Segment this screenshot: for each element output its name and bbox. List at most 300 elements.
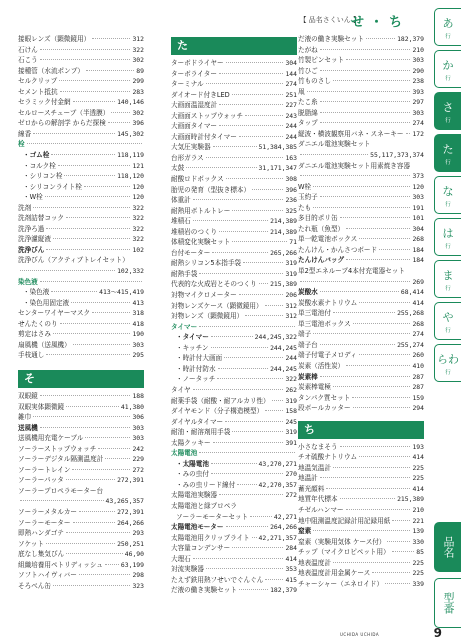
entry-name: 地温計 [298,474,318,483]
index-entry [171,427,297,438]
dot-leader [46,228,130,229]
dot-leader [46,249,130,250]
entry-page: 274 [412,330,424,339]
index-entry [171,195,297,206]
entry-page: 238 [412,77,424,86]
index-entry [18,496,144,507]
index-entry [18,518,144,529]
entry-name: 炭素棒電極 [298,383,331,392]
entry-page: 206 [285,291,297,300]
index-entry [171,90,297,101]
entry-name: 双眼鏡 [18,391,38,400]
entry-page: 304 [412,224,424,233]
index-entry [298,568,424,579]
entry-page: 319 [285,428,297,437]
entry-page: 260 [412,351,424,360]
index-entry [171,142,297,153]
index-entry [18,34,144,45]
index-entry [171,438,297,449]
entry-name: 太陽電池実験器 [171,491,218,500]
entry-page: 303 [132,434,144,443]
dot-leader [359,354,411,355]
entry-name: 多目的ポリ缶 [298,214,338,223]
index-type-tab[interactable] [434,578,461,628]
entry-name: たこ糸 [298,98,318,107]
kana-tab[interactable] [434,302,461,340]
dot-leader [359,456,410,457]
index-entry [18,277,144,288]
entry-page: 391 [285,438,297,447]
dot-leader [217,378,283,379]
index-entry [298,171,424,182]
entry-name: 耐熱用ボトルトレー [171,206,231,215]
entry-page: 322 [132,235,144,244]
dot-leader [320,49,411,50]
entry-name: 剪定はさみ [18,330,51,339]
dot-leader [237,484,256,485]
entry-name: 洗浄びん [18,245,45,254]
tab-kana: か [442,58,454,72]
dot-leader [224,357,283,358]
entry-page: 294 [412,404,424,413]
index-type-label: 型番 [442,592,455,614]
dot-leader [199,452,295,453]
dot-leader [359,238,410,239]
index-entry [18,287,144,298]
dot-leader [218,368,269,369]
dot-leader [92,38,130,39]
dot-leader [320,291,399,292]
dot-leader [300,281,410,282]
tab-kana: ま [442,268,454,282]
entry-page: 272,391 [117,507,144,516]
entry-page: 139 [412,527,424,536]
index-label: 【 品名さくいん 】 [299,16,360,24]
index-entry [171,501,297,512]
entry-page: 193 [412,442,424,451]
dot-leader [232,547,283,548]
kana-tab[interactable] [434,218,461,256]
index-entry [171,533,297,544]
entry-page: 145,302 [117,129,144,138]
entry-page: 42,270,357 [258,480,297,489]
entry-page: 245 [285,417,297,426]
index-entry [298,234,424,245]
tab-suffix: 行 [445,159,451,166]
entry-page: 227 [285,101,297,110]
index-entry [298,372,424,383]
index-entry [18,549,144,560]
index-entry [171,269,297,280]
entry-page: 396 [132,119,144,128]
entry-page: 319 [285,269,297,278]
entry-name: セルクリップ [18,77,58,86]
kana-tab[interactable] [434,344,461,382]
entry-name: 段ボールカッター [298,404,351,413]
entry-page: 318 [132,309,144,318]
entry-page: 264,266 [270,523,297,532]
entry-name: ・時計付大画面 [176,354,223,363]
dot-leader [346,59,410,60]
entry-page: 244,245 [270,364,297,373]
entry-page: 269 [412,277,424,286]
dot-leader [66,532,131,533]
entry-page: 191 [412,203,424,212]
dot-leader [84,186,130,187]
index-entry [18,454,144,465]
entry-name: ソフトハイヴィバー [18,571,77,580]
entry-page: 414 [412,453,424,462]
index-entry [171,459,297,470]
dot-leader [219,125,283,126]
entry-name: たんけんバッグ [298,256,345,265]
entry-name: ・ノータッチ [176,375,216,384]
dot-leader [239,136,284,137]
kana-tab[interactable] [434,8,461,46]
index-entry [171,575,297,586]
index-entry [298,494,424,505]
tab-kana: らわ [437,352,459,366]
entry-page: 182,379 [270,586,297,595]
dot-leader [333,80,410,81]
index-entry [298,403,424,414]
entry-page: 225 [412,474,424,483]
index-entry [171,406,297,417]
index-entry [18,87,144,98]
entry-page: 172 [412,129,424,138]
dot-leader [320,122,411,123]
entry-page: 41,380 [120,402,144,411]
kana-tab[interactable] [434,176,461,214]
kana-tab[interactable] [434,92,461,130]
dot-leader [53,585,130,586]
entry-name: 耐熱シリコン5本指手袋 [171,259,242,268]
index-entry [18,475,144,486]
index-entry [298,393,424,404]
entry-page: 225 [412,558,424,567]
dot-leader [111,112,130,113]
dot-leader [213,442,284,443]
dot-leader [40,427,131,428]
dot-leader [300,175,410,176]
entry-name: 脱脂綿 [298,108,318,117]
entry-name: タイヤ [171,385,191,394]
index-entry [298,319,424,330]
index-entry [298,118,424,129]
index-entry [298,255,424,266]
entry-page: 244 [285,122,297,131]
index-entry [298,329,424,340]
dot-leader [359,302,410,303]
entry-name: ソーラーストップウォッチ [18,444,97,453]
entry-page: 225 [412,463,424,472]
index-entry [298,139,424,150]
index-entry [171,227,297,238]
index-entry [171,248,297,259]
dot-leader [66,553,123,554]
dot-leader [313,333,410,334]
dot-leader [199,273,283,274]
index-entry [18,391,144,402]
entry-page: 322 [132,214,144,223]
entry-name: ターボドライヤー [171,59,224,67]
entry-name: 対流実験器 [171,565,204,574]
entry-name: たえず鉄用熱フせいでぐんぐん [171,575,264,584]
dot-leader [226,178,284,179]
entry-name: ダイヤモンド（分子構造模型） [171,407,264,416]
entry-name: ソーラーパッタ [18,476,64,485]
dot-leader [206,83,284,84]
entry-name: ソーラーモーターセット [176,512,249,521]
entry-page: 373 [412,172,424,181]
dot-leader [333,312,395,313]
dot-leader [265,305,284,306]
entry-page: 85 [416,548,424,557]
brand-logos: UCHIDA UCHIDA [340,632,380,637]
entry-page: 303 [412,56,424,65]
index-entry [298,361,424,372]
entry-page: 121 [132,161,144,170]
index-entry [18,129,144,140]
entry-name: 組織培養用ペトリディッシュ [18,560,103,569]
entry-page: 120 [132,182,144,191]
tab-kana: た [442,142,454,156]
dot-leader [53,238,130,239]
index-entry [18,402,144,413]
entry-page: 322 [132,224,144,233]
entry-name: 太陽電池モーター [171,523,224,532]
dot-leader [219,104,283,105]
entry-name: ダニエル電池実験セット用素焼き容器 [298,161,411,170]
dot-leader [320,344,395,345]
entry-page: 163 [285,153,297,162]
dot-leader [300,154,368,155]
entry-page: 144 [285,69,297,78]
dot-leader [46,543,115,544]
tab-suffix: 行 [445,33,451,40]
kana-tab[interactable] [434,134,461,172]
entry-page: 229 [132,455,144,464]
entry-name: 石けん [18,45,38,54]
entry-name: 単2型エネループ4本付充電器セット [298,267,405,276]
entry-page: 268 [412,319,424,328]
entry-page: 319 [285,396,297,405]
entry-page: 303 [412,108,424,117]
dot-leader [346,259,410,260]
entry-name: ・太陽電池 [176,459,209,468]
entry-name: 地温気温計 [298,463,331,472]
entry-name: ダイヤルタイマー [171,417,224,426]
dot-leader [105,564,119,565]
entry-name: 縦波・横波観察用バネ・スネーキー [298,129,404,138]
entry-page: 89 [136,66,144,75]
entry-name: 雑巾 [18,413,32,422]
index-entry [18,560,144,571]
entry-name: ・染色液 [23,288,50,297]
dot-leader [245,315,283,316]
entry-name: チオ硫酸ナトリウム [298,453,358,462]
index-entry [18,213,144,224]
entry-name: 大画面ストップウォッチ [171,111,244,120]
dot-leader [71,302,130,303]
dot-leader [85,437,130,438]
dot-leader [252,189,283,190]
entry-name: 炭素（活性炭） [298,361,345,370]
dot-leader [265,579,283,580]
dot-leader [406,133,411,134]
entry-page: 182,379 [397,35,424,43]
index-column-2 [171,34,297,596]
dot-leader [66,406,119,407]
entry-name: 接種管（水流ポンプ） [18,66,85,75]
index-entry [18,465,144,476]
index-entry [298,287,424,298]
page-header [0,10,418,30]
index-column-3 [298,34,424,589]
index-type-tab[interactable] [434,522,461,572]
entry-name: ・キッチン [176,343,209,352]
entry-name: ・ゴム栓 [23,151,50,160]
entry-page: 118,120 [117,172,144,181]
entry-name: 送風機 [18,423,38,432]
entry-name: 単三電池付 [298,309,331,318]
entry-page: 43,270,271 [258,459,297,468]
index-entry [171,564,297,575]
index-entry [298,108,424,119]
dot-leader [51,154,115,155]
dot-leader [193,389,284,390]
entry-name: ターボライター [171,69,217,78]
index-entry [298,182,424,193]
dot-leader [45,196,131,197]
entry-name: ソーラーデジタル隔測温度計 [18,455,104,464]
section-heading: ち [298,421,424,439]
page-number: 9 [433,626,442,640]
index-entry [298,213,424,224]
index-entry [298,266,424,277]
entry-name: 扇風機（送風機） [18,340,71,349]
index-entry [171,469,297,480]
entry-name: 送風機用充電ケーブル [18,434,84,443]
entry-name: 染色液 [18,277,38,286]
entry-name: ・みの虫付 [176,470,209,479]
dot-leader [385,583,410,584]
entry-name: 底なし集気びん [18,550,65,559]
index-entry [18,118,144,129]
entry-page: 250,251 [117,539,144,548]
entry-page: 265,266 [270,248,297,257]
dot-leader [379,249,410,250]
entry-page: 210 [412,45,424,54]
index-entry [171,301,297,312]
entry-name: 代表的な火成岩とそのつくり [171,280,257,289]
dot-leader [313,207,410,208]
entry-name: 大理石 [171,554,191,563]
index-entry [171,69,297,80]
entry-page: 295 [132,351,144,360]
entry-page: 118,119 [117,151,144,160]
index-entry [171,279,297,290]
entry-name: ダイオード付きLED [171,90,230,99]
index-entry [18,234,144,245]
index-entry [18,350,144,361]
entry-page: 272,391 [117,476,144,485]
entry-name: 胎児の発育（型抜き標本） [171,185,251,194]
index-entry [298,473,424,484]
dot-leader [353,323,411,324]
index-entry [18,412,144,423]
entry-page: 210 [412,505,424,514]
entry-page: 272 [132,465,144,474]
dot-leader [250,516,272,517]
entry-name: ・染色用固定液 [23,298,70,307]
entry-page: 302 [132,56,144,65]
dot-leader [73,101,115,102]
kana-tab[interactable] [434,260,461,298]
dot-leader [86,70,134,71]
dot-leader [60,91,131,92]
dot-leader [219,231,268,232]
index-entry [171,522,297,533]
entry-name: チャーシャー（エネロイド） [298,579,384,588]
dot-leader [193,199,284,200]
tab-kana: あ [442,16,454,30]
dot-leader [320,477,411,478]
entry-page: 184 [412,256,424,265]
entry-page: 325 [285,206,297,215]
dot-leader [186,167,256,168]
dot-leader [20,270,115,271]
entry-name: ソーラープロペラモーター台 [18,486,104,495]
entry-page: 323 [132,581,144,590]
index-entry [18,182,144,193]
dot-leader [72,469,130,470]
dot-leader [92,312,130,313]
index-entry [298,161,424,172]
entry-page: 290 [412,66,424,75]
entry-page: 319 [285,259,297,268]
entry-name: ・コルク栓 [23,161,56,170]
entry-name: だ液の働き実験セット [298,35,364,43]
entry-page: 339 [412,579,424,588]
index-entry [171,512,297,523]
index-entry [298,484,424,495]
index-entry [171,554,297,565]
entry-page: 393 [412,87,424,96]
entry-page: 55,117,373,374 [370,151,424,160]
entry-page: 298 [132,571,144,580]
index-entry [298,45,424,56]
entry-name: W栓 [298,182,312,191]
entry-name: 線香 [18,129,32,138]
kana-tab[interactable] [434,50,461,88]
entry-name: 炭酸水素ナトリウム [298,298,358,307]
dot-leader [98,448,130,449]
index-entry [298,526,424,537]
index-entry [18,433,144,444]
entry-page: 184 [412,245,424,254]
index-entry [171,343,297,354]
index-entry [298,203,424,214]
index-entry [298,55,424,66]
index-entry [18,203,144,214]
dot-leader [232,94,284,95]
index-entry [18,224,144,235]
entry-name: 炭素棒 [298,372,318,381]
entry-name: 太陽電池用クリップライト [171,533,250,542]
dot-leader [64,175,115,176]
dot-leader [265,410,283,411]
